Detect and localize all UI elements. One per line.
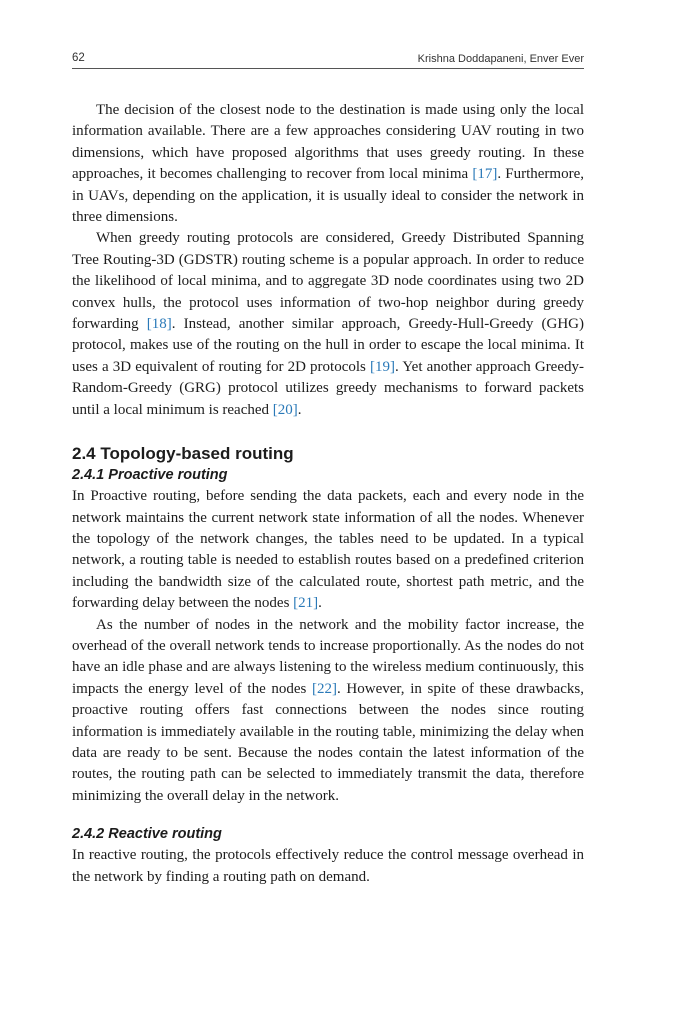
citation-19[interactable]: [19]	[370, 358, 396, 375]
citation-22[interactable]: [22]	[312, 680, 338, 697]
text-run: As the number of nodes in the network and the mobility factor increase, the overhead of the overall network tends to increase proportionally. As the nodes do not have an idle phase and are always listening to the wireless medium continuously, this impacts the energy level of the nodes	[72, 616, 584, 697]
text-run: . Instead, another similar approach, Greedy-Hull-Greedy (GHG) protocol, makes use of the routing on the hull in order to escape the local minima. It uses a 3D equivalent of routing for 2D protocols	[72, 316, 584, 375]
text-run: . Yet another approach Greedy-Random-Greedy (GRG) protocol utilizes greedy mechanisms to forward packets until a local minimum is reached	[72, 358, 584, 418]
text-run: .	[318, 595, 322, 612]
text-run: .	[297, 401, 302, 418]
running-head	[72, 52, 584, 69]
paragraph-proactive-intro	[72, 486, 584, 614]
page-number: 62	[72, 52, 85, 64]
paragraph-greedy-protocols	[72, 228, 584, 421]
citation-17[interactable]: [17]	[472, 166, 498, 183]
text-run: The decision of the closest node to the destination is made using only the local information available. There are a few approaches considering UAV routing in two dimensions, which have proposed algorithms that uses greedy routing. In these approaches, it becomes challenging to recover from local minima	[72, 102, 584, 183]
section-heading-topology-routing: 2.4 Topology-based routing	[72, 444, 294, 464]
text-run: When greedy routing protocols are considered, Greedy Distributed Spanning Tree Routing-3D (GDSTR) routing scheme is a popular approach. In order to reduce the likelihood of local minima, and to aggregate 3D node coordinates using two 2D convex hulls, the protocol uses information of two-hop neighbor during greedy forwarding	[72, 230, 584, 333]
paragraph-reactive-intro	[72, 845, 584, 888]
subsection-heading-reactive-routing: 2.4.2 Reactive routing	[72, 826, 222, 843]
text-run: . However, in spite of these drawbacks, proactive routing offers fast connections between the nodes since routing information is immediately available in the routing table, minimizing the delay when data are ready to be sent. Because the nodes contain the latest information of the routes, the routing path can be selected to immediately transmit the data, therefore minimizing the overall delay in the network.	[72, 680, 584, 804]
paragraph-greedy-intro	[72, 100, 584, 228]
text-run: In reactive routing, the protocols effectively reduce the control message overhead in the network by finding a routing path on demand.	[72, 847, 584, 885]
text-run: In Proactive routing, before sending the data packets, each and every node in the network maintains the current network state information of all the nodes. Whenever the topology of the network changes, the tables need to be updated. In a typical network, a routing table is needed to establish routes based on a predefined criterion including the bandwidth size of the calculated route, shortest path metric, and the forwarding delay between the nodes	[72, 488, 584, 612]
citation-20[interactable]: [20]	[272, 401, 298, 418]
running-head-authors: Krishna Doddapaneni, Enver Ever	[417, 53, 584, 65]
citation-18[interactable]: [18]	[146, 316, 172, 333]
citation-21[interactable]: [21]	[293, 595, 319, 612]
subsection-heading-proactive-routing: 2.4.1 Proactive routing	[72, 467, 228, 484]
text-run: . Furthermore, in UAVs, depending on the application, it is usually ideal to consider the network in three dimensions.	[72, 166, 584, 226]
paragraph-proactive-overhead	[72, 615, 584, 808]
body-text	[72, 100, 584, 888]
